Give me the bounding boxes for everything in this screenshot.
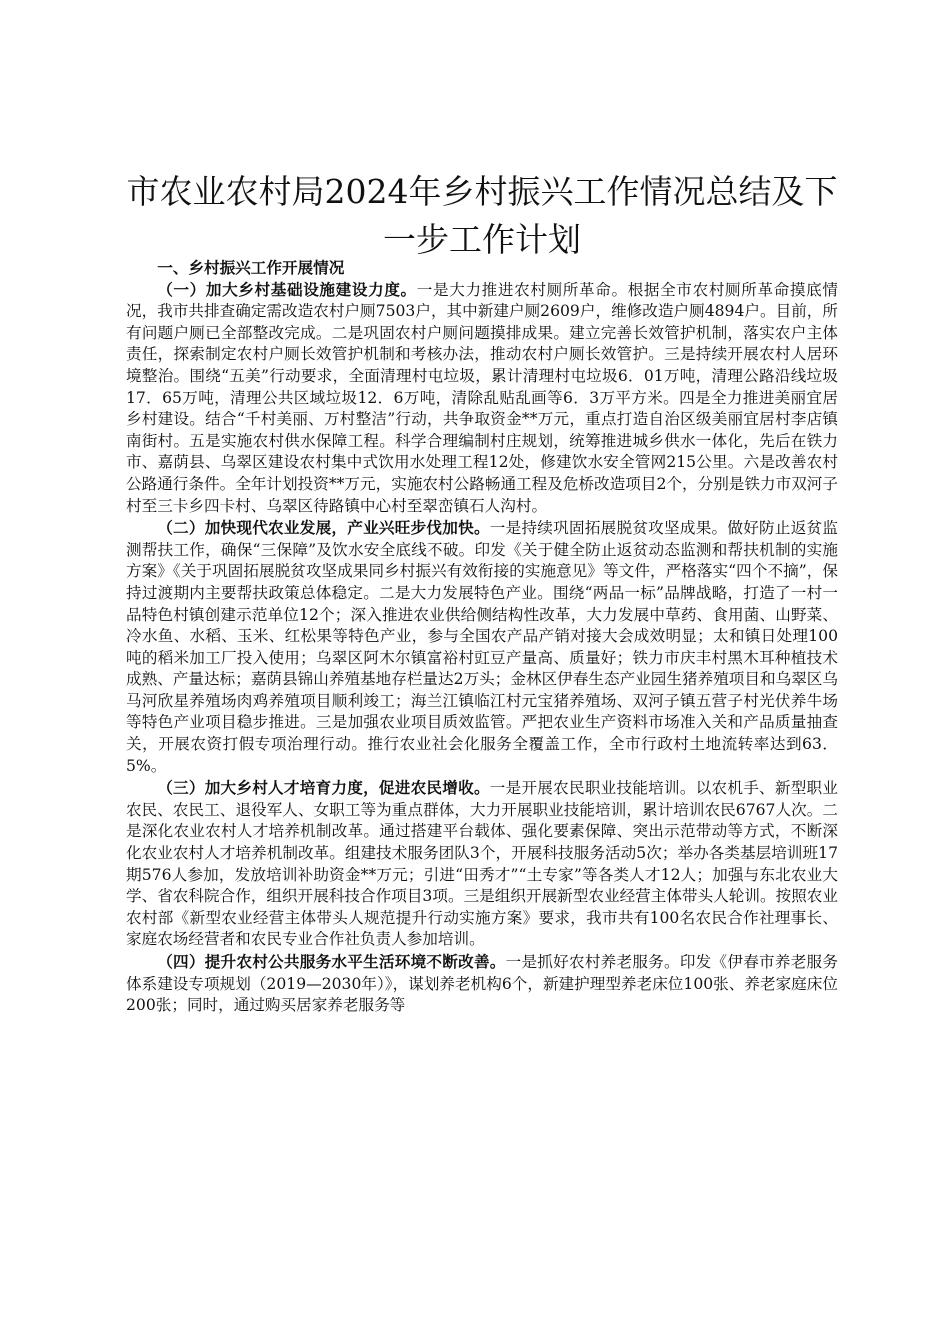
- paragraph-4: [126, 951, 838, 1017]
- paragraph-text: 一是持续巩固拓展脱贫攻坚成果。做好防止返贫监测帮扶工作，确保“三保障”及饮水安全底线不破。印发《关于健全防止返贫动态监测和帮扶机制的实施方案》《关于巩固拓展脱贫攻坚成果同乡村振兴有效衔接的实施意见》等文件，严格落实“四个不摘”，保持过渡期内主要帮扶政策总体稳定。二是大力发展特色产业。围绕“两品一标”品牌战略，打造了一村一品特色村镇创建示范单位12个；深入推进农业供给侧结构性改革，大力发展中草药、食用菌、山野菜、冷水鱼、水稻、玉米、红松果等特色产业，参与全国农产品产销对接大会成效明显；太和镇日处理100吨的稻米加工厂投入使用；乌翠区阿木尔镇富裕村豇豆产量高、质量好；铁力市庆丰村黑木耳种植技术成熟、产量达标；嘉荫县锦山养殖基地存栏量达2万头；金林区伊春生态产业园生猪养殖项目和乌翠区乌马河欣星养殖场肉鸡养殖项目顺利竣工；海兰江镇临江村元宝猪养殖场、双河子镇五营子村光伏养牛场等特色产业项目稳步推进。三是加强农业项目质效监管。严把农业生产资料市场准入关和产品质量抽查关，开展农资打假专项治理行动。推行农业社会化服务全覆盖工作，全市行政村土地流转率达到63．5%。: [126, 519, 838, 775]
- paragraph-lead: （一）加大乡村基础设施建设力度。: [157, 279, 417, 299]
- paragraph-lead: （四）提升农村公共服务水平生活环境不断改善。: [157, 952, 506, 971]
- paragraph-2: [126, 517, 838, 777]
- paragraph-text: 一是大力推进农村厕所革命。根据全市农村厕所革命摸底情况，我市共排查确定需改造农村户厕7503户，其中新建户厕2609户，维修改造户厕4894户。目前，所有问题户厕已全部整改完成。二是巩固农村户厕问题摸排成果。建立完善长效管护机制，落实农户主体责任，探索制定农村户厕长效管护机制和考核办法，推动农村户厕长效管护。三是持续开展农村人居环境整治。围绕“五美”行动要求，全面清理村屯垃圾，累计清理村屯垃圾6．01万吨，清理公路沿线垃圾17．65万吨，清理公共区域垃圾12．6万吨，清除乱贴乱画等6．3万平方米。四是全力推进美丽宜居乡村建设。结合“千村美丽、万村整洁”行动，共争取资金**万元，重点打造自治区级美丽宜居村李店镇南街村。五是实施农村供水保障工程。科学合理编制村庄规划，统筹推进城乡供水一体化，先后在铁力市、嘉荫县、乌翠区建设农村集中式饮用水处理工程12处，修建饮水安全管网215公里。六是改善农村公路通行条件。全年计划投资**万元，实施农村公路畅通工程及危桥改造项目2个，分别是铁力市双河子村至三卡乡四卡村、乌翠区待路镇中心村至翠峦镇石人沟村。: [126, 280, 838, 515]
- paragraph-3: [126, 777, 838, 951]
- section-heading: 一、乡村振兴工作开展情况: [157, 258, 345, 277]
- paragraph-text: 一是开展农民职业技能培训。以农机手、新型职业农民、农民工、退役军人、女职工等为重点群体，大力开展职业技能培训，累计培训农民6767人次。二是深化农业农村人才培养机制改革。通过搭建平台载体、强化要素保障、突出示范带动等方式，不断深化农业农村人才培养机制改革。组建技术服务团队3个，开展科技服务活动5次；举办各类基层培训班17期576人参加，发放培训补助资金**万元；引进“田秀才”“土专家”等各类人才12人；加强与东北农业大学、省农科院合作，组织开展科技合作项目3项。三是组织开展新型农业经营主体带头人轮训。按照农业农村部《新型农业经营主体带头人规范提升行动实施方案》要求，我市共有100名农民合作社理事长、家庭农场经营者和农民专业合作社负责人参加培训。: [126, 779, 838, 949]
- document-body: [126, 257, 838, 1017]
- paragraph-lead: （三）加大乡村人才培育力度，促进农民增收。: [157, 778, 490, 798]
- document-title: 市农业农村局2024年乡村振兴工作情况总结及下一步工作计划: [126, 172, 838, 259]
- paragraph-1: [126, 279, 838, 518]
- paragraph-lead: （二）加快现代农业发展，产业兴旺步伐加快。: [157, 518, 490, 538]
- paragraph-text: 一是抓好农村养老服务。印发《伊春市养老服务体系建设专项规划（2019—2030年）》，谋划养老机构6个，新建护理型养老床位100张、养老家庭床位200张；同时，通过购买居家养老服务等: [126, 953, 838, 1015]
